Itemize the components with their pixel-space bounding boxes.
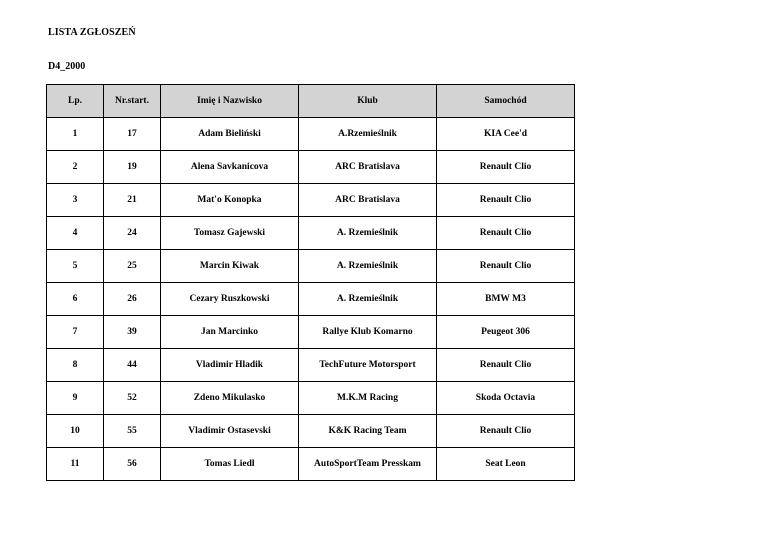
header-club: Klub	[299, 85, 437, 118]
cell-car: BMW M3	[437, 283, 575, 316]
cell-lp: 3	[47, 184, 104, 217]
cell-name: Jan Marcinko	[161, 316, 299, 349]
cell-car: KIA Cee'd	[437, 118, 575, 151]
cell-car: Renault Clio	[437, 151, 575, 184]
header-lp: Lp.	[47, 85, 104, 118]
cell-car: Seat Leon	[437, 448, 575, 481]
cell-lp: 4	[47, 217, 104, 250]
cell-name: Vladimir Ostasevski	[161, 415, 299, 448]
cell-lp: 1	[47, 118, 104, 151]
document-title: LISTA ZGŁOSZEŃ	[48, 27, 136, 38]
table-row	[47, 184, 575, 217]
cell-start-number: 24	[104, 217, 161, 250]
cell-car: Skoda Octavia	[437, 382, 575, 415]
cell-name: Vladimir Hladik	[161, 349, 299, 382]
cell-name: Cezary Ruszkowski	[161, 283, 299, 316]
cell-start-number: 56	[104, 448, 161, 481]
cell-car: Renault Clio	[437, 415, 575, 448]
cell-name: Mat'o Konopka	[161, 184, 299, 217]
cell-car: Renault Clio	[437, 349, 575, 382]
table-row	[47, 415, 575, 448]
cell-start-number: 39	[104, 316, 161, 349]
header-name: Imię i Nazwisko	[161, 85, 299, 118]
table-body	[47, 118, 575, 481]
cell-start-number: 55	[104, 415, 161, 448]
cell-start-number: 44	[104, 349, 161, 382]
cell-name: Tomasz Gajewski	[161, 217, 299, 250]
cell-club: AutoSportTeam Presskam	[299, 448, 437, 481]
cell-start-number: 17	[104, 118, 161, 151]
cell-name: Adam Bieliński	[161, 118, 299, 151]
cell-start-number: 52	[104, 382, 161, 415]
table-row	[47, 283, 575, 316]
cell-lp: 10	[47, 415, 104, 448]
cell-lp: 5	[47, 250, 104, 283]
header-car: Samochód	[437, 85, 575, 118]
cell-lp: 11	[47, 448, 104, 481]
entry-list-table	[46, 84, 575, 481]
cell-club: TechFuture Motorsport	[299, 349, 437, 382]
cell-name: Zdeno Mikulasko	[161, 382, 299, 415]
table-row	[47, 250, 575, 283]
cell-start-number: 26	[104, 283, 161, 316]
cell-club: A.Rzemieślnik	[299, 118, 437, 151]
cell-lp: 2	[47, 151, 104, 184]
cell-start-number: 25	[104, 250, 161, 283]
table-row	[47, 349, 575, 382]
cell-car: Renault Clio	[437, 250, 575, 283]
cell-club: A. Rzemieślnik	[299, 250, 437, 283]
cell-lp: 6	[47, 283, 104, 316]
table-row	[47, 448, 575, 481]
cell-club: M.K.M Racing	[299, 382, 437, 415]
cell-car: Renault Clio	[437, 184, 575, 217]
cell-start-number: 19	[104, 151, 161, 184]
table-row	[47, 316, 575, 349]
table-row	[47, 151, 575, 184]
cell-club: A. Rzemieślnik	[299, 283, 437, 316]
cell-name: Marcin Kiwak	[161, 250, 299, 283]
cell-lp: 9	[47, 382, 104, 415]
cell-lp: 8	[47, 349, 104, 382]
table-row	[47, 118, 575, 151]
cell-name: Alena Savkanicova	[161, 151, 299, 184]
cell-lp: 7	[47, 316, 104, 349]
cell-club: A. Rzemieślnik	[299, 217, 437, 250]
cell-club: ARC Bratislava	[299, 184, 437, 217]
cell-name: Tomas Liedl	[161, 448, 299, 481]
cell-car: Renault Clio	[437, 217, 575, 250]
table-row	[47, 217, 575, 250]
cell-club: ARC Bratislava	[299, 151, 437, 184]
table-header-row	[47, 85, 575, 118]
cell-car: Peugeot 306	[437, 316, 575, 349]
cell-club: Rallye Klub Komarno	[299, 316, 437, 349]
class-label: D4_2000	[48, 61, 86, 72]
header-start-number: Nr.start.	[104, 85, 161, 118]
table-row	[47, 382, 575, 415]
cell-club: K&K Racing Team	[299, 415, 437, 448]
cell-start-number: 21	[104, 184, 161, 217]
